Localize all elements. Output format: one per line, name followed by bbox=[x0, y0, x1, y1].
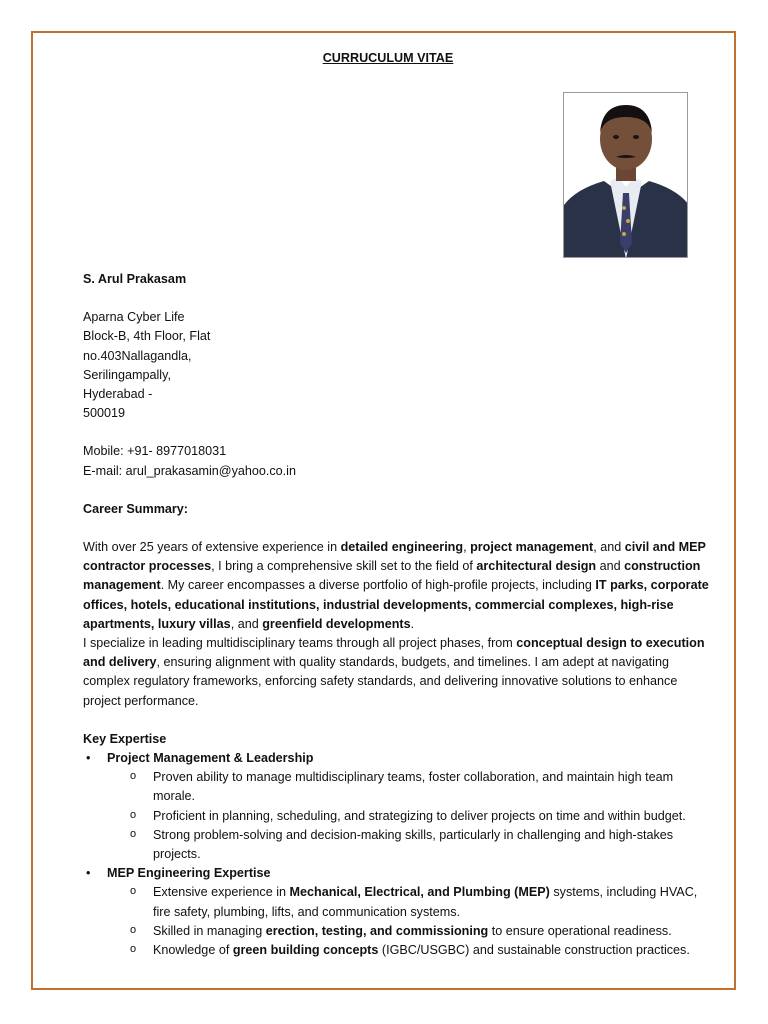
expertise-item-mep bbox=[83, 864, 711, 960]
address-line: Serilingampally, bbox=[83, 367, 171, 382]
document-title: CURRUCULUM VITAE bbox=[322, 51, 454, 65]
expertise-sublist bbox=[107, 883, 711, 960]
mobile-number: Mobile: +91- 8977018031 bbox=[83, 444, 227, 459]
key-expertise-heading: Key Expertise bbox=[83, 731, 167, 746]
address-line: Aparna Cyber Life bbox=[83, 310, 185, 325]
expertise-title: Project Management & Leadership bbox=[107, 751, 314, 766]
spacer bbox=[83, 481, 711, 500]
address-line: Hyderabad - bbox=[83, 387, 153, 402]
candidate-name: S. Arul Prakasam bbox=[83, 272, 187, 286]
list-item: o Proven ability to manage multidisciplinary teams, foster collaboration, and maintain high team morale. bbox=[107, 768, 711, 806]
profile-photo bbox=[563, 92, 688, 258]
expertise-list bbox=[83, 749, 711, 960]
address-line: no.403Nallagandla, bbox=[83, 348, 192, 363]
spacer bbox=[83, 423, 711, 442]
cv-content bbox=[83, 270, 711, 960]
career-summary-paragraph-2: I specialize in leading multidisciplinary teams through all project phases, from conceptual design to execution and delivery, ensuring alignment with quality standards, budgets, and timelines. I am adept at navigating complex regulatory frameworks, enforcing safety standards, and delivering innovative solutions to enhance project performance. bbox=[83, 636, 705, 708]
email-address: E-mail: arul_prakasamin@yahoo.co.in bbox=[83, 463, 296, 478]
list-item: o Extensive experience in Mechanical, Electrical, and Plumbing (MEP) systems, including HVAC, fire safety, plumbing, lifts, and communication systems. bbox=[107, 883, 711, 921]
list-item: o Proficient in planning, scheduling, and strategizing to deliver projects on time and within budget. bbox=[107, 807, 711, 826]
spacer bbox=[83, 711, 711, 730]
expertise-item-project-management bbox=[83, 749, 711, 864]
career-summary-heading: Career Summary: bbox=[83, 501, 188, 516]
list-item: o Skilled in managing erection, testing, and commissioning to ensure operational readiness. bbox=[107, 922, 711, 941]
spacer bbox=[83, 519, 711, 538]
expertise-sublist bbox=[107, 768, 711, 864]
list-item: o Knowledge of green building concepts (IGBC/USGBC) and sustainable construction practices. bbox=[107, 941, 711, 960]
list-item: o Strong problem-solving and decision-making skills, particularly in challenging and high-stakes projects. bbox=[107, 826, 711, 864]
career-summary-paragraph-1: With over 25 years of extensive experience in detailed engineering, project management, and civil and MEP contractor processes, I bring a comprehensive skill set to the field of architectural design and construction management. My career encompasses a diverse portfolio of high-profile projects, including IT parks, corporate offices, hotels, educational institutions, industrial developments, commercial complexes, high-rise apartments, luxury villas, and greenfield developments. bbox=[83, 540, 709, 631]
address-line: 500019 bbox=[83, 406, 126, 421]
expertise-title: MEP Engineering Expertise bbox=[107, 866, 271, 881]
spacer bbox=[83, 289, 711, 308]
address-line: Block-B, 4th Floor, Flat bbox=[83, 329, 211, 344]
